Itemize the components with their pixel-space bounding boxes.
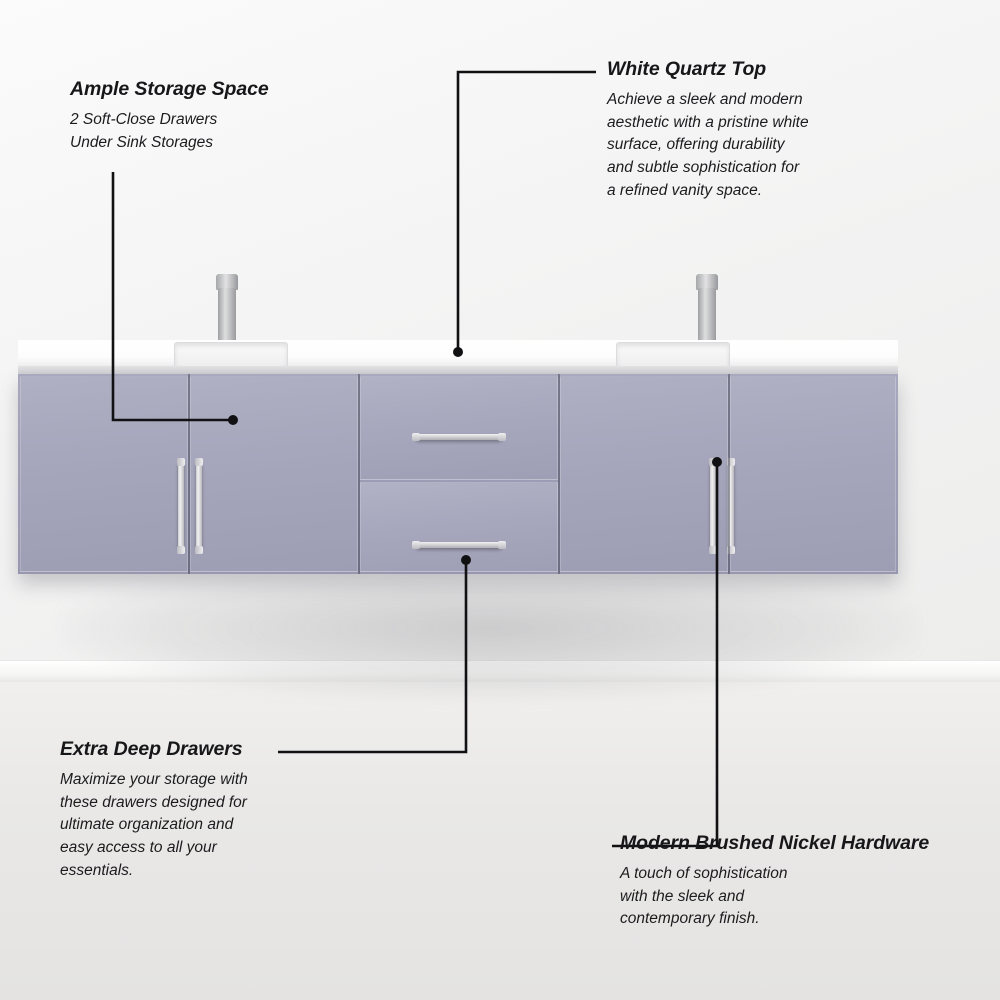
panel-gap-3	[558, 374, 560, 574]
sink-basin-left	[174, 342, 288, 368]
callout-body: Achieve a sleek and modern aesthetic with a pristine white surface, offering durability and subtle sophistication for a refined vanity space.	[607, 91, 809, 199]
callout-title: White Quartz Top	[607, 58, 767, 80]
panel-gap-2	[358, 374, 360, 574]
callout-body: Maximize your storage with these drawers designed for ultimate organization and easy access to all your essentials.	[60, 771, 248, 879]
cabinet-door-1	[20, 376, 188, 572]
drawer-handle-top	[416, 434, 502, 440]
panel-gap-1	[188, 374, 190, 574]
callout-body: 2 Soft-Close Drawers Under Sink Storages	[70, 111, 218, 151]
drawer-bottom	[360, 482, 558, 572]
faucet-body	[218, 288, 236, 344]
callout-title: Modern Brushed Nickel Hardware	[620, 832, 930, 854]
door-handle-1	[178, 462, 184, 550]
cabinet-door-4	[730, 376, 896, 572]
cabinet-door-2	[190, 376, 358, 572]
door-handle-3	[710, 462, 716, 550]
drawer-top	[360, 376, 558, 480]
cabinet-door-3	[560, 376, 728, 572]
bathroom-vanity	[18, 340, 898, 590]
faucet-body	[698, 288, 716, 344]
faucet-right	[694, 274, 720, 344]
faucet-left	[214, 274, 240, 344]
cabinet-body	[18, 374, 898, 574]
callout-white-quartz-top	[607, 58, 877, 202]
drawer-handle-bottom	[416, 542, 502, 548]
callout-title: Ample Storage Space	[70, 78, 269, 100]
callout-extra-deep-drawers	[60, 738, 320, 882]
callout-modern-brushed-nickel-hardware	[620, 832, 990, 931]
vanity-shadow	[60, 580, 920, 700]
sink-basin-right	[616, 342, 730, 368]
panel-gap-4	[728, 374, 730, 574]
callout-ample-storage-space	[70, 78, 370, 154]
callout-title: Extra Deep Drawers	[60, 738, 243, 760]
door-handle-2	[196, 462, 202, 550]
callout-body: A touch of sophistication with the sleek and contemporary finish.	[620, 865, 788, 928]
countertop-edge	[18, 366, 898, 374]
